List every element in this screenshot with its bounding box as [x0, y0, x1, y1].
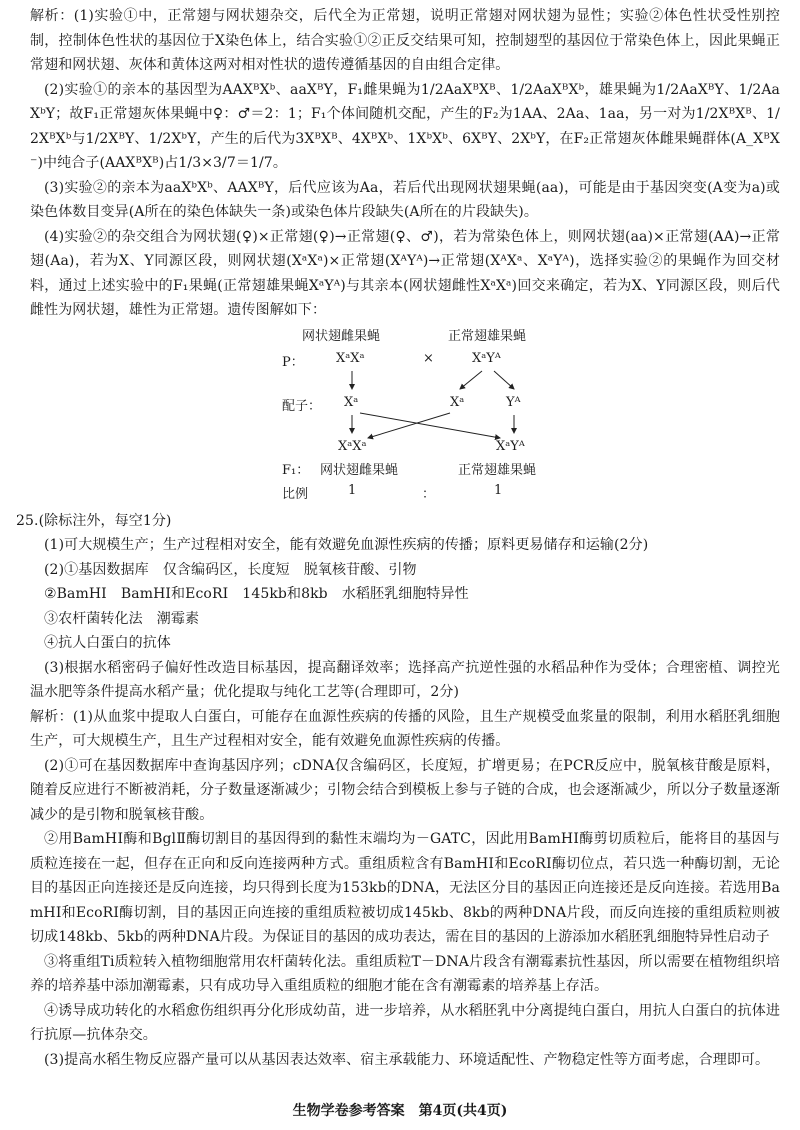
f1-male-phenotype: 正常翅雄果蝇	[458, 462, 537, 478]
q25-analysis-5: ④诱导成功转化的水稻愈伤组织再分化形成幼苗，进一步培养，从水稻胚乳中分离提纯白蛋白，用抗人白蛋白的抗体进行抗原—抗体杂交。	[30, 1002, 780, 1043]
q25-header: 25.(除标注外，每空1分)	[16, 512, 172, 529]
ratio-colon: ：	[422, 486, 436, 502]
q24-analysis-4: (4)实验②的杂交组合为网状翅(♀)×正常翅(♀)→正常翅(♀、♂)，若为常染色体上，则网状翅(aa)×正常翅(AA)→正常翅(Aa)，若为X、Y同源区段，则网状翅(XᵃXᵃ)×正常翅(XᴬYᴬ)→正常翅(XᴬXᵃ、XᵃYᴬ)，选择实验②的果蝇作为回交材料，通过上述实验中的F₁果蝇(正常翅雄果蝇XᵃYᴬ)与其亲本(网状翅雌性XᵃXᵃ)回交来确定，若为X、Y同源区段，则后代雌性为网状翅，雄性为正常翅。遗传图解如下：	[30, 228, 780, 318]
q25-analysis-1: 解析：(1)从血浆中提取人白蛋白，可能存在血源性疾病的传播的风险，且生产规模受血浆量的限制，利用水稻胚乳细胞生产，可大规模生产，且生产过程相对安全，能有效避免血源性疾病的传播。	[30, 708, 780, 749]
q24-analysis-3: (3)实验②的亲本为aaXᵇXᵇ、AAXᴮY，后代应该为Aa，若后代出现网状翅果蝇(aa)，可能是由于基因突变(A变为a)或染色体数目变异(A所在的染色体缺失一条)或染色体片段缺失(A所在的片段缺失)。	[30, 179, 780, 220]
p-label: P：	[282, 354, 304, 370]
gamete-male-y: Yᴬ	[506, 394, 521, 410]
ratio-right: 1	[494, 482, 503, 498]
p-male-genotype: XᵃYᴬ	[472, 350, 501, 366]
offspring-female-genotype: XᵃXᵃ	[338, 438, 367, 454]
offspring-male-genotype: XᵃYᴬ	[496, 438, 525, 454]
arrow-male-gamete-x	[460, 371, 482, 389]
male-parent-label: 正常翅雄果蝇	[448, 328, 527, 344]
q25-analysis-2: (2)①可在基因数据库中查询基因序列；cDNA仅含编码区，长度短，扩增更易；在PCR反应中，脱氧核苷酸是原料，随着反应进行不断被消耗，分子数量逐渐减少；引物会结合到模板上参与子链的合成，也会逐渐减少，所以分子数量逐渐减少的是引物和脱氧核苷酸。	[30, 757, 780, 823]
f1-label: F₁：	[282, 462, 310, 478]
page-footer: 生物学卷参考答案 第4页(共4页)	[292, 1103, 508, 1119]
q25-answer-5: ④抗人白蛋白的抗体	[44, 635, 171, 651]
female-parent-label: 网状翅雌果蝇	[302, 328, 381, 344]
cross-symbol: ×	[423, 350, 434, 366]
q24-analysis-2: (2)实验①的亲本的基因型为AAXᴮXᵇ、aaXᴮY，F₁雌果蝇为1/2AaXᴮXᴮ、1/2AaXᴮXᵇ，雄果蝇为1/2AaXᴮY、1/2AaXᵇY；故F₁正常翅灰体果蝇中♀：♂＝2：1；F₁个体间随机交配，产生的F₂为1AA、2Aa、1aa，另一对为1/2XᴮXᴮ、1/2XᴮXᵇ与1/2XᴮY、1/2XᵇY，产生的后代为3XᴮXᴮ、4XᴮXᵇ、1XᵇXᵇ、6XᴮY、2XᵇY，在F₂正常翅灰体雌果蝇群体(A_XᴮX⁻)中纯合子(AAXᴮXᴮ)占1/3×3/7＝1/7。	[30, 81, 780, 171]
gamete-male-x: Xᵃ	[450, 394, 465, 410]
diagram-lines	[30, 325, 780, 505]
inheritance-diagram	[30, 325, 780, 505]
ratio-label: 比例	[282, 486, 309, 502]
q25-analysis-4: ③将重组Ti质粒转入植物细胞常用农杆菌转化法。重组质粒T－DNA片段含有潮霉素抗性基因，所以需要在植物组织培养的培养基中添加潮霉素，只有成功导入重组质粒的细胞才能在含有潮霉素的培养基上存活。	[30, 953, 780, 994]
q25-analysis-6: (3)提高水稻生物反应器产量可以从基因表达效率、宿主承载能力、环境适配性、产物稳定性等方面考虑，合理即可。	[44, 1051, 770, 1068]
f1-female-phenotype: 网状翅雌果蝇	[320, 462, 399, 478]
gamete-label: 配子：	[282, 398, 322, 414]
q24-analysis-1: 解析：(1)实验①中，正常翅与网状翅杂交，后代全为正常翅，说明正常翅对网状翅为显性；实验②体色性状受性别控制，控制体色性状的基因位于X染色体上，结合实验①②正反交结果可知，控制翅型的基因位于常染色体上，因此果蝇正常翅和网状翅、灰体和黄体这两对相对性状的遗传遵循基因的自由组合定律。	[30, 8, 780, 73]
gamete-female: Xᵃ	[344, 394, 359, 410]
ratio-left: 1	[348, 482, 357, 498]
q25-answer-3: ②BamHⅠ BamHⅠ和EcoRⅠ 145kb和8kb 水稻胚乳细胞特异性	[44, 586, 469, 602]
q25-analysis-3: ②用BamHⅠ酶和BglⅡ酶切割目的基因得到的黏性末端均为－GATC，因此用BamHⅠ酶剪切质粒后，能将目的基因与质粒连接在一起，但存在正向和反向连接两种方式。重组质粒含有BamHⅠ和EcoRⅠ酶切位点，若只选一种酶切割，无论目的基因正向连接还是反向连接，均只得到长度为153kb的DNA，无法区分目的基因正向连接还是反向连接。若选用BamHⅠ和EcoRⅠ酶切割，目的基因正向连接的重组质粒被切成145kb、8kb的两种DNA片段，而反向连接的重组质粒则被切成148kb、5kb的两种DNA片段。为保证目的基因的成功表达，需在目的基因的上游添加水稻胚乳细胞特异性启动子	[30, 831, 780, 945]
q25-answer-2: (2)①基因数据库 仅含编码区，长度短 脱氧核苷酸、引物	[44, 561, 417, 578]
q25-answer-1: (1)可大规模生产；生产过程相对安全，能有效避免血源性疾病的传播；原料更易储存和运输(2分)	[44, 537, 649, 553]
q25-answer-4: ③农杆菌转化法 潮霉素	[44, 610, 200, 627]
arrow-male-gamete-y	[494, 371, 514, 389]
q25-answer-6: (3)根据水稻密码子偏好性改造目标基因，提高翻译效率；选择高产抗逆性强的水稻品种作为受体；合理密植、调控光温水肥等条件提高水稻产量；优化提取与纯化工艺等(合理即可，2分)	[30, 659, 780, 700]
answer-page	[16, 4, 780, 1072]
p-female-genotype: XᵃXᵃ	[336, 350, 365, 366]
